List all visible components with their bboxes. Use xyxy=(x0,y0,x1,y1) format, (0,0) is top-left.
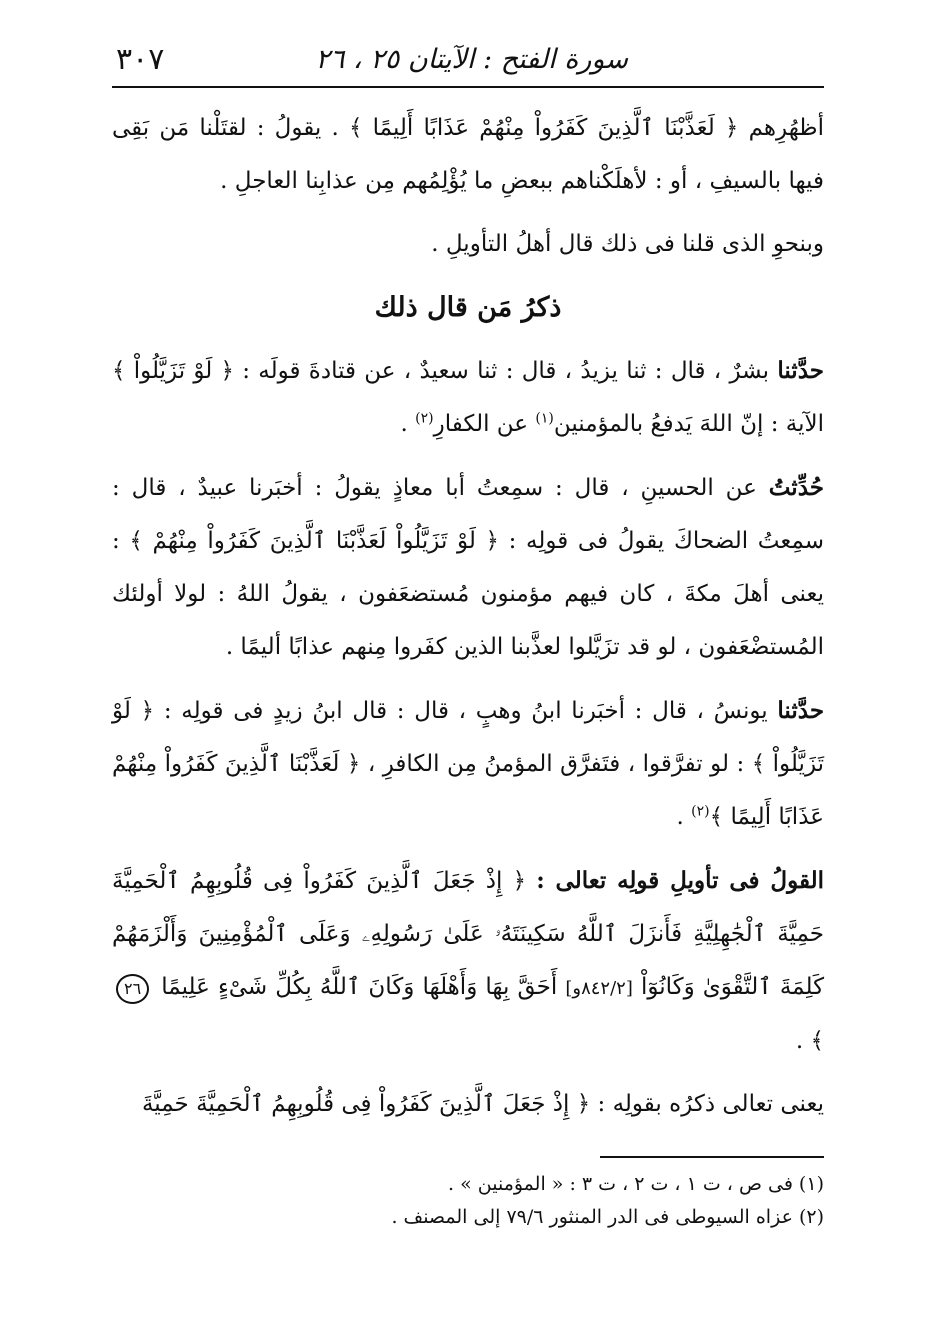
text: . يقولُ : لقتَلْنا مَن بَقِى فيها بالسيفِ ، أو : لأهلَكْناهم ببعضِ ما يُؤْلِمُهم مِن عذابِنا العاجلِ . xyxy=(112,115,824,194)
page-body xyxy=(112,102,824,1131)
isnad-lead: حُدِّثتُ xyxy=(768,474,824,501)
ornate-bracket-close: ﴾ xyxy=(112,358,126,384)
quran-quote: لَوْ تَزَيَّلُواْ لَعَذَّبْنَا ٱلَّذِينَ كَفَرُواْ مِنْهُمْ xyxy=(152,528,476,554)
text: . xyxy=(400,411,408,437)
quran-quote: إِذْ جَعَلَ ٱلَّذِينَ كَفَرُواْ فِى قُلُوبِهِمُ ٱلْحَمِيَّةَ حَمِيَّةَ ٱلْجَٰهِلِيَّةِ فَأَنزَلَ ٱللَّهُ سَكِينَتَهُۥ عَلَىٰ رَسُولِهِۦ وَعَلَى ٱلْمُؤْمِنِينَ وَأَلْزَمَهُمْ كَلِمَةَ ٱلتَّقْوَىٰ وَكَانُوٓاْ xyxy=(112,868,825,1000)
ornate-bracket-open: ﴿ xyxy=(346,751,361,777)
quran-quote: أَحَقَّ بِهَا وَأَهْلَهَا وَكَانَ ٱللَّهُ بِكُلِّ شَىْءٍ عَلِيمًا xyxy=(161,974,558,1000)
text: عن الحسينِ ، قال : سمِعتُ أبا معاذٍ يقولُ : أخبَرنا عبيدٌ ، قال : سمِعتُ الضحاكَ يقولُ فى قولِه : xyxy=(112,475,825,554)
ornate-bracket-open: ﴿ xyxy=(512,868,527,894)
paragraph-1 xyxy=(112,102,824,208)
paragraph-5 xyxy=(112,684,824,844)
footnote-separator xyxy=(600,1156,824,1158)
footnote-marker: (٢) xyxy=(691,803,710,820)
text: . xyxy=(795,1028,804,1054)
paragraph-2 xyxy=(112,218,824,271)
page-number: ٣٠٧ xyxy=(116,42,165,77)
footnotes xyxy=(112,1168,824,1234)
text: بشرٌ ، قال : ثنا يزيدُ ، قال : ثنا سعيدٌ ، عن قتادةَ قولَه : xyxy=(242,358,770,384)
paragraph-3 xyxy=(112,344,824,451)
ayah-number-mark: ٢٦ xyxy=(116,974,149,1004)
page xyxy=(112,40,825,1228)
section-heading: ذكرُ مَن قال ذلك xyxy=(374,292,562,323)
footnote-marker: (٢) xyxy=(415,410,434,427)
paragraph-4 xyxy=(112,461,824,674)
paragraph-6 xyxy=(112,854,824,1068)
text: عن الكفارِ xyxy=(433,411,529,437)
ornate-bracket-open: ﴿ xyxy=(485,528,500,554)
quran-quote: لَوْ تَزَيَّلُواْ xyxy=(112,698,825,777)
manuscript-reference: [٨٤٢/٢و] xyxy=(565,978,633,999)
text: يعنى تعالى ذكرُه بقولِه : xyxy=(597,1091,824,1117)
ornate-bracket-close: ﴾ xyxy=(709,804,724,830)
footnote-1: (١) فى ص ، ت ١ ، ت ٢ ، ت ٣ : « المؤمنين » . xyxy=(448,1173,824,1195)
text: أظهُرِهم xyxy=(748,115,825,141)
ornate-bracket-close: ﴾ xyxy=(348,115,363,141)
ornate-bracket-open: ﴿ xyxy=(220,358,235,384)
page-header xyxy=(112,40,824,88)
ornate-bracket-open: ﴿ xyxy=(140,698,155,724)
footnote-2: (٢) عزاه السيوطى فى الدر المنثور ٧٩/٦ إلى المصنف . xyxy=(391,1206,824,1228)
ornate-bracket-open: ﴿ xyxy=(724,115,739,141)
section-lead: القولُ فى تأويلِ قولِه تعالى : xyxy=(536,867,824,894)
isnad-lead: حدَّثنا xyxy=(777,357,824,384)
quran-quote: لَعَذَّبْنَا ٱلَّذِينَ كَفَرُواْ مِنْهُمْ عَذَابًا أَلِيمًا xyxy=(112,751,824,830)
text: يونسُ ، قال : أخبَرنا ابنُ وهبٍ ، قال : قال ابنُ زيدٍ فى قولِه : xyxy=(163,698,768,724)
footnote-marker: (١) xyxy=(535,410,554,427)
isnad-lead: حدَّثنا xyxy=(777,697,825,724)
running-title: سورة الفتح : الآيتان ٢٥ ، ٢٦ xyxy=(315,44,628,75)
text: . xyxy=(676,804,684,830)
text: : لو تفرَّقوا ، فتَفرَّق المؤمنُ مِن الكافرِ ، xyxy=(367,751,745,777)
text: : يعنى أهلَ مكةَ ، كان فيهم مؤمنون مُستضعَفون ، يقولُ اللهُ : لولا أولئك المُستضْعَفون ، لو قد تزَيَّلوا لعذَّبنا الذين كفَروا مِنهم عذابًا أليمًا . xyxy=(112,528,824,660)
text: الآية : إنّ اللهَ يَدفعُ بالمؤمنين xyxy=(553,411,824,437)
ornate-bracket-close: ﴾ xyxy=(810,1028,824,1054)
ornate-bracket-close: ﴾ xyxy=(129,528,143,554)
ornate-bracket-close: ﴾ xyxy=(751,751,766,777)
quran-quote: لَعَذَّبْنَا ٱلَّذِينَ كَفَرُواْ مِنْهُمْ عَذَابًا أَلِيمًا xyxy=(372,115,715,141)
ornate-bracket-open: ﴿ xyxy=(576,1091,591,1117)
paragraph-7 xyxy=(112,1078,824,1131)
quran-quote: إِذْ جَعَلَ ٱلَّذِينَ كَفَرُواْ فِى قُلُوبِهِمُ ٱلْحَمِيَّةَ حَمِيَّةَ xyxy=(141,1091,570,1117)
text: وبنحوِ الذى قلنا فى ذلك قال أهلُ التأويلِ . xyxy=(431,231,824,257)
quran-quote: لَوْ تَزَيَّلُواْ xyxy=(133,358,213,384)
